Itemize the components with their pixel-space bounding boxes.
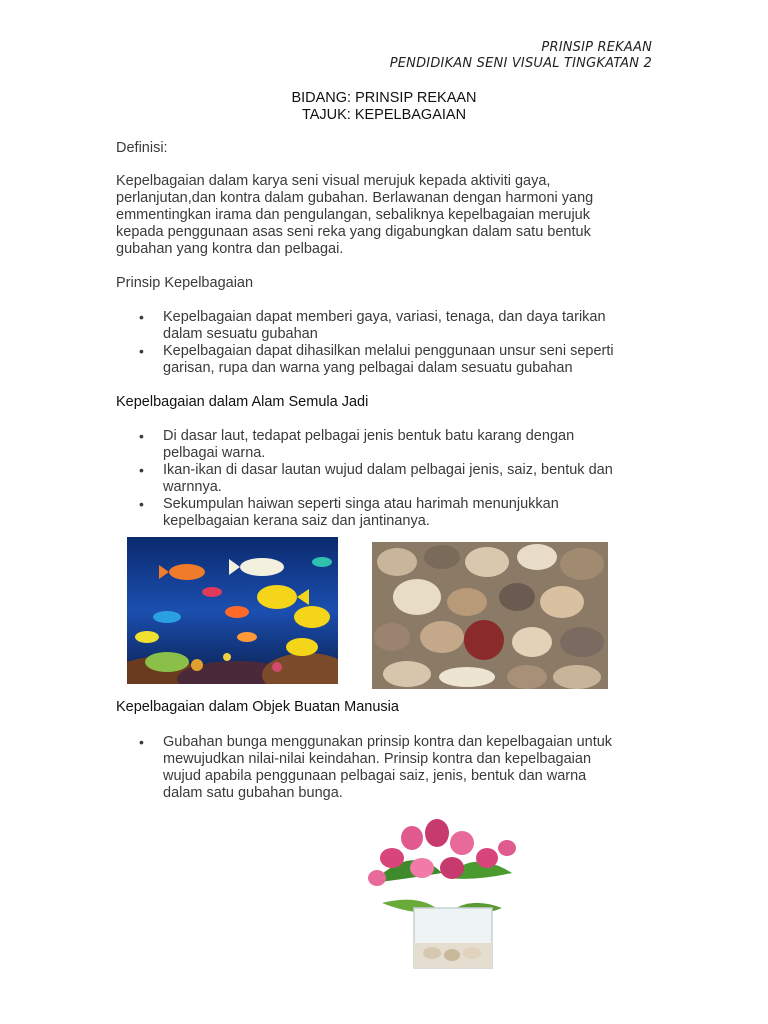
list-item xyxy=(116,343,656,377)
bullet-icon: • xyxy=(139,462,144,478)
list-item-line: pelbagai warna. xyxy=(163,445,266,461)
list-item-line: mewujudkan nilai-nilai keindahan. Prinsip kontra dan kepelbagaian xyxy=(163,751,592,767)
list-item-line: Ikan-ikan di dasar lautan wujud dalam pelbagai jenis, saiz, bentuk dan xyxy=(163,462,613,478)
list-item-line: dalam satu gubahan bunga. xyxy=(163,785,343,801)
bullet-icon: • xyxy=(139,343,144,359)
list-item-line: garisan, rupa dan warna yang pelbagai dalam sesuatu gubahan xyxy=(163,360,573,376)
list-item xyxy=(116,734,656,802)
list-item xyxy=(116,309,656,343)
list-item xyxy=(116,496,656,530)
definisi-line: perlanjutan,dan kontra dalam gubahan. Berlawanan dengan harmoni yang xyxy=(116,190,594,206)
list-item-line: Kepelbagaian dapat memberi gaya, variasi, tenaga, dan daya tarikan xyxy=(163,309,606,325)
title-bidang: BIDANG: PRINSIP REKAAN xyxy=(291,90,477,106)
list-item xyxy=(116,428,656,462)
bullet-icon: • xyxy=(139,734,144,750)
aquarium-fish-image xyxy=(127,537,338,684)
list-item-line: wujud apabila penggunaan pelbagai saiz, jenis, bentuk dan warna xyxy=(163,768,587,784)
list-item xyxy=(116,462,656,496)
bullet-icon: • xyxy=(139,496,144,512)
definisi-line: Kepelbagaian dalam karya seni visual merujuk kepada aktiviti gaya, xyxy=(116,173,551,189)
definisi-heading: Definisi: xyxy=(116,140,168,156)
list-item-line: Sekumpulan haiwan seperti singa atau harimah menunjukkan xyxy=(163,496,559,512)
flower-arrangement-image xyxy=(352,803,534,975)
flower-vase-illustration xyxy=(352,803,534,975)
list-item-line: Gubahan bunga menggunakan prinsip kontra dan kepelbagaian untuk xyxy=(163,734,613,750)
buatan-list xyxy=(116,734,656,802)
list-item-line: kepelbagaian kerana saiz dan jantinanya. xyxy=(163,513,430,529)
definisi-line: emmentingkan irama dan pengulangan, sebaliknya kepelbagaian merujuk xyxy=(116,207,590,223)
page-title xyxy=(0,90,768,124)
list-item-line: warnnya. xyxy=(163,479,222,495)
sea-shells-illustration xyxy=(372,542,608,689)
definisi-line: gubahan yang kontra dan pelbagai. xyxy=(116,241,344,257)
aquarium-fish-illustration xyxy=(127,537,338,684)
definisi-paragraph xyxy=(116,173,636,258)
prinsip-heading: Prinsip Kepelbagaian xyxy=(116,275,254,291)
title-tajuk: TAJUK: KEPELBAGAIAN xyxy=(301,107,467,123)
list-item-line: Kepelbagaian dapat dihasilkan melalui penggunaan unsur seni seperti xyxy=(163,343,614,359)
buatan-heading: Kepelbagaian dalam Objek Buatan Manusia xyxy=(116,699,399,715)
list-item-line: Di dasar laut, tedapat pelbagai jenis bentuk batu karang dengan xyxy=(163,428,575,444)
alam-heading: Kepelbagaian dalam Alam Semula Jadi xyxy=(116,394,369,410)
header-line-1: PRINSIP REKAAN xyxy=(541,40,652,55)
alam-list xyxy=(116,428,656,530)
definisi-line: kepada penggunaan asas seni reka yang digabungkan dalam satu bentuk xyxy=(116,224,591,240)
list-item-line: dalam sesuatu gubahan xyxy=(163,326,318,342)
bullet-icon: • xyxy=(139,309,144,325)
document-header xyxy=(390,40,652,72)
sea-shells-image xyxy=(372,542,608,689)
header-line-2: PENDIDIKAN SENI VISUAL TINGKATAN 2 xyxy=(389,56,652,71)
bullet-icon: • xyxy=(139,428,144,444)
prinsip-list xyxy=(116,309,656,377)
